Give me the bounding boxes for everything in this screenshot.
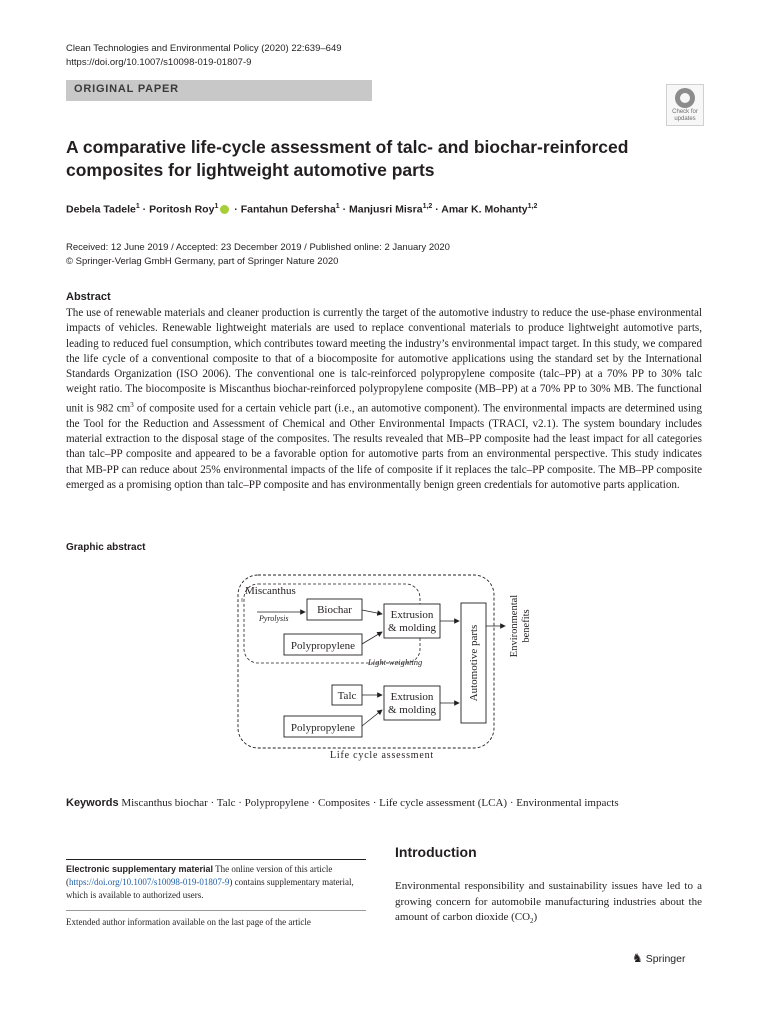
molding-label-1: & molding <box>388 622 436 634</box>
journal-doi-link[interactable]: https://doi.org/10.1007/s10098-019-01807-9 <box>66 57 252 68</box>
author-name[interactable]: Fantahun Defersha <box>240 203 336 216</box>
esm-doi-link[interactable]: https://doi.org/10.1007/s10098-019-01807-9 <box>69 877 230 887</box>
supplementary-material-note: Electronic supplementary material The online version of this article (https://doi.org/10.1007/s10098-019-01807-9) contains supplementary material, which is available to authorized users. <box>66 864 354 900</box>
keywords <box>66 797 619 809</box>
talc-label: Talc <box>337 690 357 702</box>
author-affiliation: 1,2 <box>422 203 433 210</box>
footnote-divider-2 <box>66 910 366 911</box>
publication-dates <box>66 241 450 269</box>
author-name[interactable]: Debela Tadele <box>66 203 136 216</box>
journal-info <box>66 42 342 70</box>
abstract-heading: Abstract <box>66 291 111 303</box>
polypropylene-label-2: Polypropylene <box>290 722 356 734</box>
polypropylene-label-1: Polypropylene <box>290 640 356 652</box>
copyright-line: © Springer-Verlag GmbH Germany, part of Springer Nature 2020 <box>66 256 339 267</box>
lca-boundary <box>238 575 494 748</box>
paper-title: A comparative life-cycle assessment of talc- and biochar-reinforced composites for lightweight automotive parts <box>66 137 629 180</box>
author-affiliation: 1,2 <box>527 203 538 210</box>
author-name[interactable]: Poritosh Roy <box>149 203 215 216</box>
orcid-icon[interactable] <box>220 205 229 214</box>
author-name[interactable]: Amar K. Mohanty <box>441 203 528 216</box>
env-benefits-label-1: Environmental <box>509 594 520 658</box>
graphic-abstract-diagram <box>232 570 532 770</box>
extended-author-info: Extended author information available on the last page of the article <box>66 917 311 927</box>
received-accepted-dates: Received: 12 June 2019 / Accepted: 23 December 2019 / Published online: 2 January 2020 <box>66 242 450 253</box>
extrusion-label-2: Extrusion <box>390 691 434 703</box>
check-for-updates-badge[interactable] <box>666 84 704 126</box>
footnote-divider <box>66 859 366 860</box>
article-type-banner <box>66 80 372 101</box>
publisher-name: Springer <box>645 953 686 965</box>
esm-label: Electronic supplementary material <box>66 864 214 874</box>
env-benefits-label-2: benefits <box>521 609 532 643</box>
keywords-list: Miscanthus biochar · Talc · Polypropylene · Composites · Life cycle assessment (LCA) · Environmental impacts <box>121 797 619 809</box>
extrusion-label-1: Extrusion <box>390 609 434 621</box>
publisher-logo <box>632 951 685 965</box>
keywords-label: Keywords <box>66 797 119 809</box>
springer-horse-icon: ♞ <box>632 951 643 965</box>
introduction-text: Environmental responsibility and sustainability issues have led to a growing concern for automobile manufacturing industries about the amount of carbon dioxide $(CO_2)$ <box>395 880 702 926</box>
automotive-parts-label: Automotive parts <box>468 624 480 702</box>
author-list: Debela Tadele$^1$ · Poritosh Roy$^1$ · Fantahun Defersha$^1$ · Manjusri Misra$^{1,2}$ · Amar K. Mohanty$^{1,2}$ <box>66 203 538 216</box>
pp-arrow-2 <box>362 710 382 726</box>
lca-label: Life cycle assessment <box>330 750 434 761</box>
miscanthus-label: Miscanthus <box>245 585 296 597</box>
author-affiliation: 1 <box>135 203 140 210</box>
graphic-abstract-heading: Graphic abstract <box>66 542 146 553</box>
abstract-text: The use of renewable materials and cleaner production is currently the target of the automotive industry to reduce the use-phase environmental impacts of vehicles. Renewable lightweight materials are used to replace conventional materials to produce lightweight automotive parts, leading to reduced fuel consumption, which contributes toward meeting the industry’s environmental impact target. In this study, we compared the life cycle of a conventional composite to that of a biocomposite for automotive applications using the standard set by the International Standards Organization (ISO 2006). The conventional one is talc-reinforced polypropylene composite (talc–PP) at a 70% PP to 30% talc weight ratio. The biocomposite is Miscanthus biochar-reinforced polypropylene composite (MB–PP) at a 70% PP to 30% MB. The functional unit is 982 $cm^3$ of composite used for a certain vehicle part (i.e., an automotive component). The environmental impacts are determined using the Tool for the Reduction and Assessment of Chemical and Other Environmental Impacts (TRACI, v2.1). The system boundary includes material extraction to the disposal stage of the composites. The results revealed that MB–PP composite had the least impact for all categories than talc–PP composite and appeared to be a favorable option for automotive parts from an environmental perspective. This study indicates that MB-PP can reduce about 25% environmental impacts of the life of composite if it replaces the talc–PP composite. The MB–PP composite emerged as a promising option than talc–PP composite and has environmentally benign green credentials for automotive parts application. <box>66 307 703 491</box>
author-affiliation: 1 <box>214 203 219 210</box>
check-updates-label: Check for updates <box>672 109 698 122</box>
author-name[interactable]: Manjusri Misra <box>349 203 423 216</box>
pp-arrow-1 <box>362 632 382 644</box>
light-weighting-label: Light-weighting <box>368 657 423 667</box>
author-affiliation: 1 <box>335 203 340 210</box>
journal-citation: Clean Technologies and Environmental Policy (2020) 22:639–649 <box>66 43 342 54</box>
biochar-arrow <box>362 610 382 614</box>
article-type-label: ORIGINAL PAPER <box>74 83 179 95</box>
molding-label-2: & molding <box>388 704 436 716</box>
introduction-heading: Introduction <box>395 844 477 860</box>
check-updates-icon <box>675 88 695 108</box>
pyrolysis-label: Pyrolysis <box>259 614 289 623</box>
biochar-label: Biochar <box>317 604 352 616</box>
